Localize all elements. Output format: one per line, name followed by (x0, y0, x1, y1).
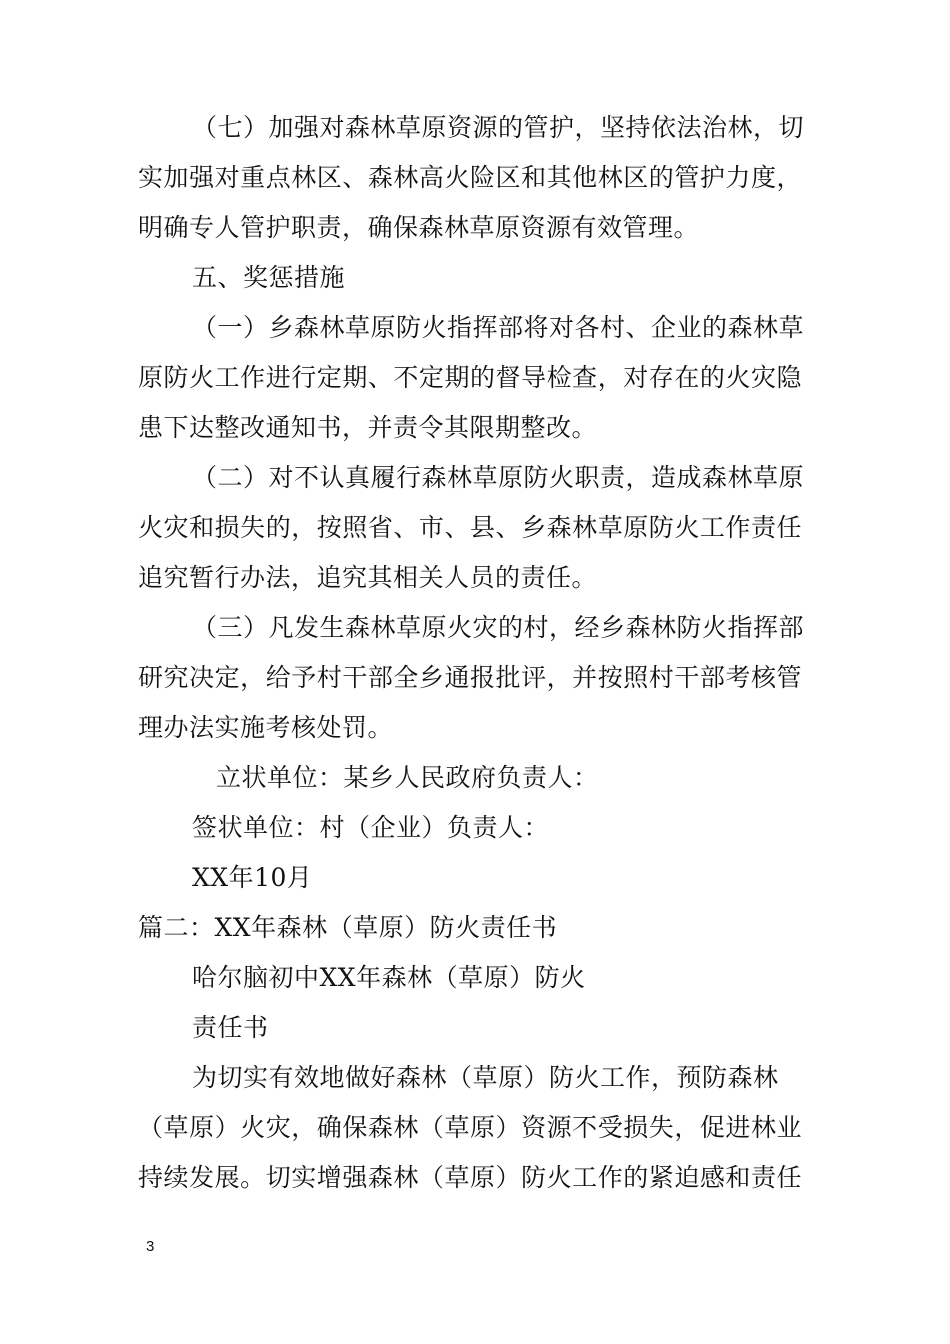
text-line: 火灾和损失的，按照省、市、县、乡森林草原防火工作责任 (138, 513, 802, 542)
text-line: 追究暂行办法，追究其相关人员的责任。 (138, 563, 598, 592)
section-heading: 五、奖惩措施 (192, 263, 346, 292)
text-line: 研究决定，给予村干部全乡通报批评，并按照村干部考核管 (138, 663, 802, 692)
date-line: XX年10月 (192, 863, 313, 892)
text-line: 原防火工作进行定期、不定期的督导检查，对存在的火灾隐 (138, 363, 802, 392)
text-line: 理办法实施考核处罚。 (138, 713, 394, 742)
text-line: 为切实有效地做好森林（草原）防火工作，预防森林 (192, 1063, 779, 1092)
issuer-line: 立状单位：某乡人民政府负责人： (216, 763, 599, 792)
part-two-subtitle: 哈尔脑初中XX年森林（草原）防火 (192, 963, 586, 992)
text-line: （七）加强对森林草原资源的管护，坚持依法治林，切 (192, 113, 805, 142)
part-two-subtitle: 责任书 (192, 1013, 269, 1042)
part-two-title: 篇二：XX年森林（草原）防火责任书 (138, 913, 558, 942)
text-line: （草原）火灾，确保森林（草原）资源不受损失，促进林业 (138, 1113, 802, 1142)
text-line: 实加强对重点林区、森林高火险区和其他林区的管护力度， (138, 163, 802, 192)
page-number: 3 (146, 1238, 155, 1255)
text-line: 患下达整改通知书，并责令其限期整改。 (138, 413, 598, 442)
text-line: （二）对不认真履行森林草原防火职责，造成森林草原 (192, 463, 805, 492)
text-line: 明确专人管护职责，确保森林草原资源有效管理。 (138, 213, 700, 242)
signer-line: 签状单位：村（企业）负责人： (192, 813, 550, 842)
text-line: （一）乡森林草原防火指挥部将对各村、企业的森林草 (192, 313, 805, 342)
text-line: （三）凡发生森林草原火灾的村，经乡森林防火指挥部 (192, 613, 805, 642)
text-line: 持续发展。切实增强森林（草原）防火工作的紧迫感和责任 (138, 1163, 802, 1192)
